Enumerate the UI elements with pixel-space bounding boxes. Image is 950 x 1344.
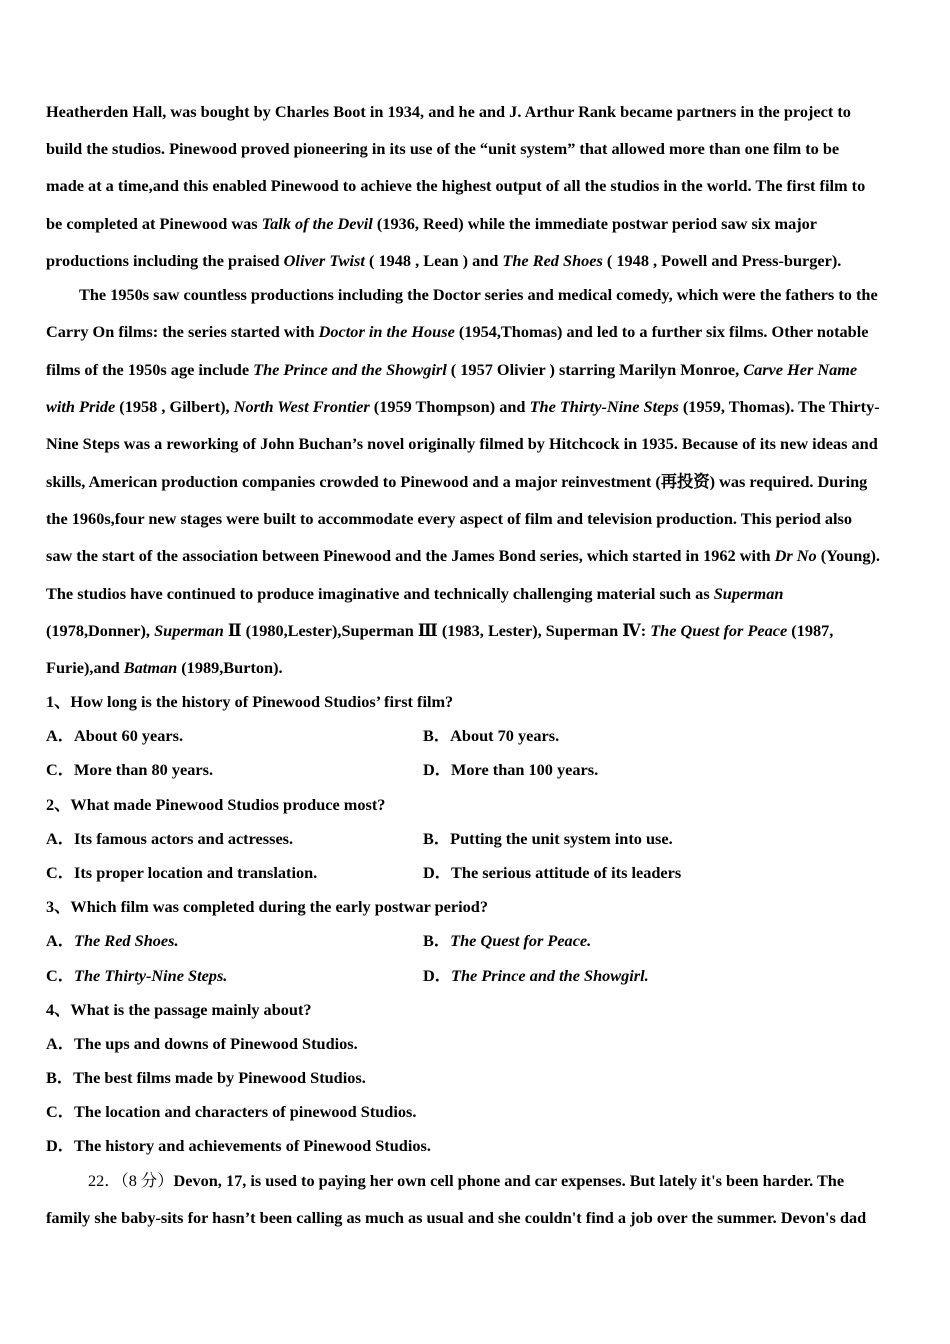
passage-line: Heatherden Hall, was bought by Charles Boot in 1934, and he and J. Arthur Rank became partners in the project to xyxy=(46,102,851,121)
section-22-line: family she baby-sits for hasn’t been calling as much as usual and she couldn't find a job over the summer. Devon's dad xyxy=(46,1208,867,1227)
option-a[interactable]: A．About 60 years. xyxy=(46,726,184,745)
passage-line: The studios have continued to produce imaginative and technically challenging material such as Superman xyxy=(46,584,784,603)
option-b[interactable]: B．Putting the unit system into use. xyxy=(423,829,673,848)
option-c[interactable]: C．The location and characters of pinewood Studios. xyxy=(46,1102,417,1121)
film-title: Dr No xyxy=(774,546,817,565)
option-row xyxy=(46,966,916,986)
option-d[interactable]: D．More than 100 years. xyxy=(423,760,599,779)
passage-line: Carry On films: the series started with Doctor in the House (1954,Thomas) and led to a further six films. Other notable xyxy=(46,322,869,341)
passage-line: Furie),and Batman (1989,Burton). xyxy=(46,658,283,677)
option-a[interactable]: A．The ups and downs of Pinewood Studios. xyxy=(46,1034,358,1053)
option-row xyxy=(46,760,916,780)
passage-line: The 1950s saw countless productions including the Doctor series and medical comedy, which were the fathers to the xyxy=(79,285,878,304)
question-stem: 1、How long is the history of Pinewood Studios’ first film? xyxy=(46,692,454,711)
passage-line: build the studios. Pinewood proved pioneering in its use of the “unit system” that allowed more than one film to be xyxy=(46,139,840,158)
passage-line: (1978,Donner), Superman Ⅱ (1980,Lester),Superman Ⅲ (1983, Lester), Superman Ⅳ: The Quest for Peace (1987, xyxy=(46,621,834,640)
film-title: Superman xyxy=(713,584,784,603)
passage-line: skills, American production companies crowded to Pinewood and a major reinvestment (再投资) was required. During xyxy=(46,472,868,491)
passage-line: be completed at Pinewood was Talk of the Devil (1936, Reed) while the immediate postwar period saw six major xyxy=(46,214,818,233)
option-d[interactable]: D．The Prince and the Showgirl. xyxy=(423,966,649,985)
film-title: with Pride xyxy=(46,397,116,416)
option-row xyxy=(46,726,916,746)
option-row xyxy=(46,829,916,849)
option-a[interactable]: A．Its famous actors and actresses. xyxy=(46,829,294,848)
passage-line: the 1960s,four new stages were built to accommodate every aspect of film and television production. This period also xyxy=(46,509,853,528)
passage-line: with Pride (1958 , Gilbert), North West Frontier (1959 Thompson) and The Thirty-Nine Steps (1959, Thomas). The Thirty- xyxy=(46,397,880,416)
section-22-number: 22．（8 分） xyxy=(88,1171,174,1190)
passage-line: made at a time,and this enabled Pinewood to achieve the highest output of all the studios in the world. The first film to xyxy=(46,176,866,195)
film-title: Batman xyxy=(123,658,178,677)
film-title: The Thirty-Nine Steps xyxy=(529,397,679,416)
question-stem: 4、What is the passage mainly about? xyxy=(46,1000,312,1019)
film-title: North West Frontier xyxy=(233,397,370,416)
option-d[interactable]: D．The history and achievements of Pinewood Studios. xyxy=(46,1136,431,1155)
passage-line: saw the start of the association between Pinewood and the James Bond series, which started in 1962 with Dr No (Young). xyxy=(46,546,880,565)
option-b[interactable]: B．The Quest for Peace. xyxy=(423,931,592,950)
option-row xyxy=(46,863,916,883)
option-d[interactable]: D．The serious attitude of its leaders xyxy=(423,863,682,882)
option-c[interactable]: C．The Thirty-Nine Steps. xyxy=(46,966,228,985)
film-title: Talk of the Devil xyxy=(261,214,373,233)
film-title: Oliver Twist xyxy=(283,251,365,270)
passage-line: Nine Steps was a reworking of John Buchan’s novel originally filmed by Hitchcock in 1935. Because of its new ideas and xyxy=(46,434,878,453)
option-a[interactable]: A．The Red Shoes. xyxy=(46,931,179,950)
passage-line: films of the 1950s age include The Prince and the Showgirl ( 1957 Olivier ) starring Marilyn Monroe, Carve Her Name xyxy=(46,360,858,379)
passage-line: productions including the praised Oliver Twist ( 1948 , Lean ) and The Red Shoes ( 1948 , Powell and Press-burger). xyxy=(46,251,842,270)
option-b[interactable]: B．About 70 years. xyxy=(423,726,560,745)
option-row xyxy=(46,931,916,951)
option-c[interactable]: C．More than 80 years. xyxy=(46,760,214,779)
option-b[interactable]: B．The best films made by Pinewood Studios. xyxy=(46,1068,366,1087)
option-c[interactable]: C．Its proper location and translation. xyxy=(46,863,318,882)
film-title: Carve Her Name xyxy=(743,360,858,379)
question-stem: 3、Which film was completed during the early postwar period? xyxy=(46,897,488,916)
film-title: The Red Shoes xyxy=(502,251,603,270)
film-title: Superman xyxy=(154,621,224,640)
question-stem: 2、What made Pinewood Studios produce most? xyxy=(46,795,386,814)
film-title: The Prince and the Showgirl xyxy=(253,360,447,379)
film-title: Doctor in the House xyxy=(318,322,455,341)
film-title: The Quest for Peace xyxy=(650,621,788,640)
section-22-line: 22．（8 分）Devon, 17, is used to paying her own cell phone and car expenses. But lately it's been harder. The xyxy=(88,1171,845,1190)
